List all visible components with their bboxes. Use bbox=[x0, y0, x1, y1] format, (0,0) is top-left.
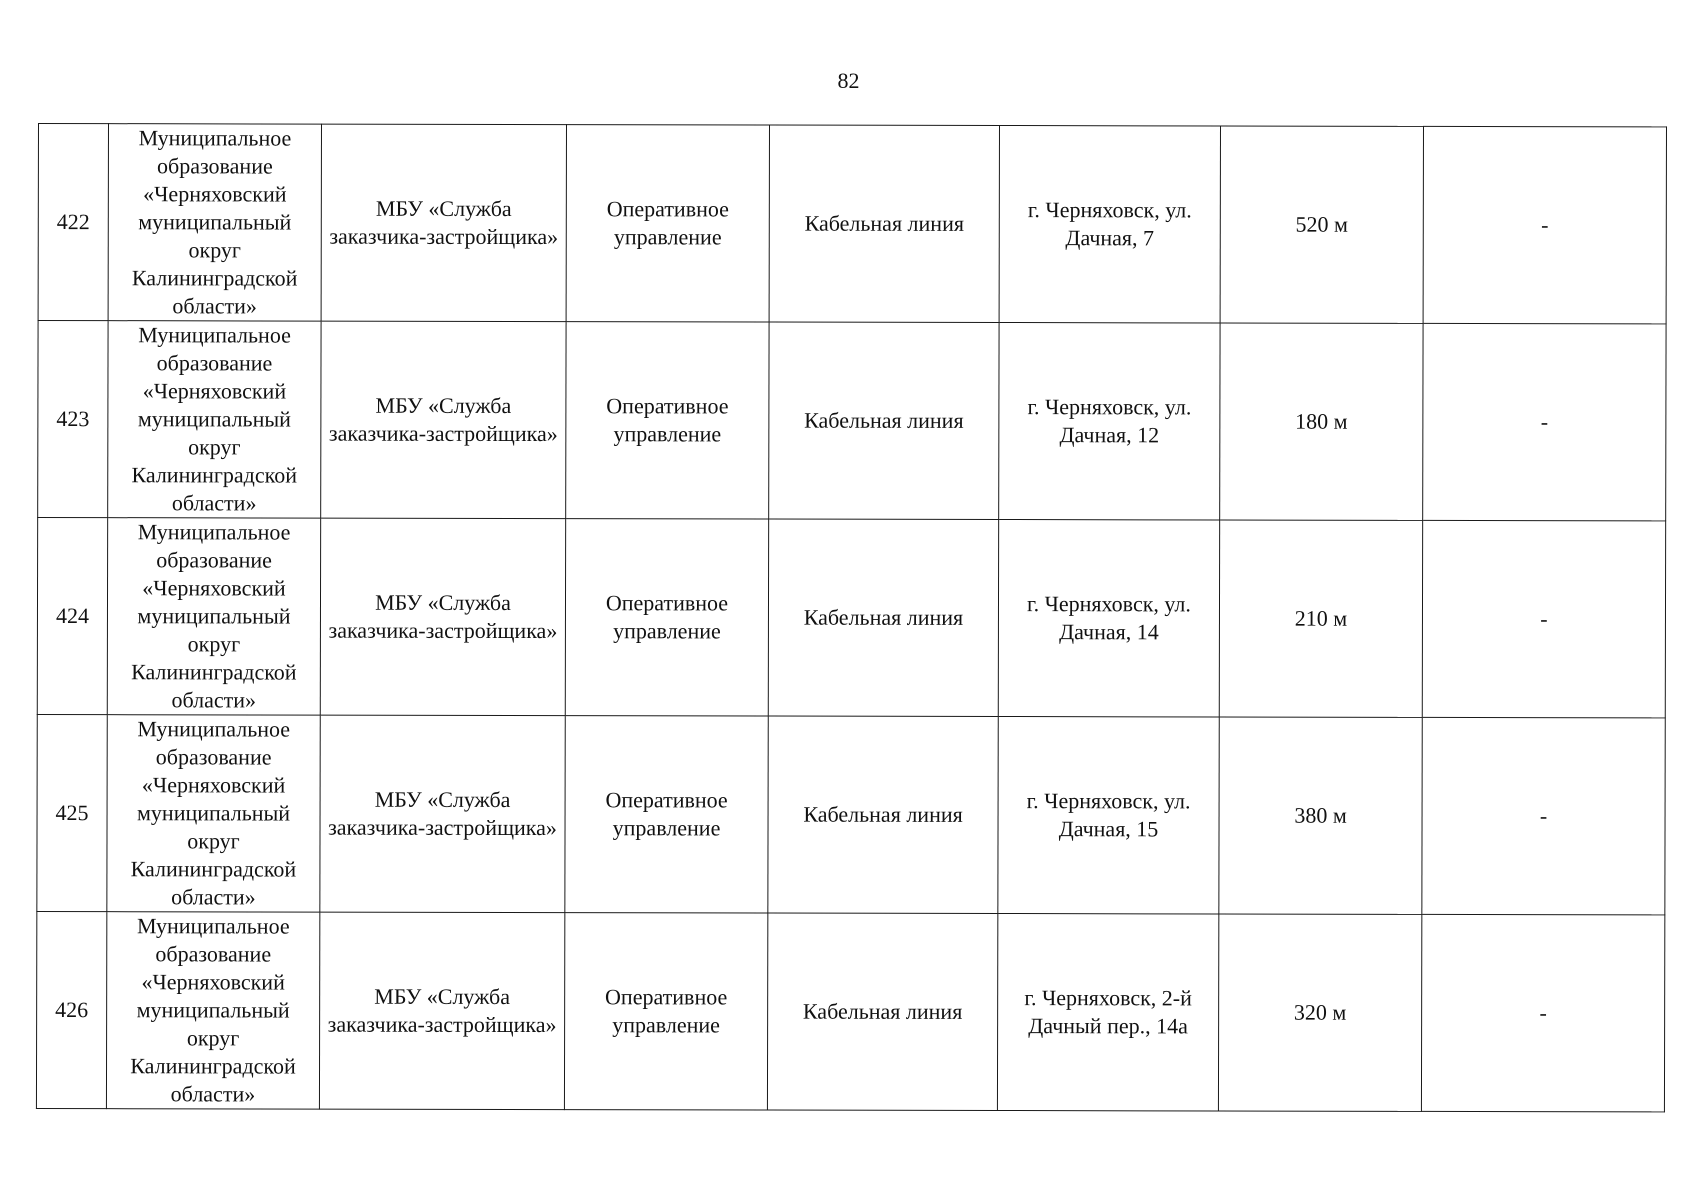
row-number: 424 bbox=[37, 518, 107, 715]
owner-cell: Муниципальное образование «Черняховский муниципальный округ Калининградской области» bbox=[108, 321, 321, 518]
address-cell: г. Черняховск, ул. Дачная, 7 bbox=[999, 126, 1220, 323]
table-row bbox=[38, 321, 1666, 521]
object-cell: Кабельная линия bbox=[769, 125, 999, 322]
address-cell: г. Черняховск, ул. Дачная, 12 bbox=[999, 323, 1220, 520]
holder-cell: МБУ «Служба заказчика-застройщика» bbox=[319, 912, 564, 1110]
right-type-cell: Оперативное управление bbox=[566, 322, 769, 519]
property-register-table bbox=[36, 123, 1667, 1112]
address-cell: г. Черняховск, ул. Дачная, 14 bbox=[998, 520, 1219, 717]
object-cell: Кабельная линия bbox=[769, 322, 999, 519]
right-type-cell: Оперативное управление bbox=[566, 125, 769, 322]
table-row bbox=[38, 124, 1666, 324]
owner-cell: Муниципальное образование «Черняховский муниципальный округ Калининградской области» bbox=[107, 715, 320, 912]
holder-cell: МБУ «Служба заказчика-застройщика» bbox=[321, 124, 566, 322]
length-cell: 210 м bbox=[1219, 520, 1422, 717]
owner-cell: Муниципальное образование «Черняховский муниципальный округ Калининградской области» bbox=[107, 518, 320, 715]
length-cell: 520 м bbox=[1220, 126, 1423, 323]
owner-cell: Муниципальное образование «Черняховский муниципальный округ Калининградской области» bbox=[108, 124, 321, 321]
right-type-cell: Оперативное управление bbox=[564, 913, 767, 1110]
table-row bbox=[37, 518, 1665, 718]
note-cell: - bbox=[1422, 520, 1665, 718]
page-number: 82 bbox=[837, 68, 860, 93]
length-cell: 320 м bbox=[1218, 914, 1421, 1111]
object-cell: Кабельная линия bbox=[767, 913, 997, 1110]
holder-cell: МБУ «Служба заказчика-застройщика» bbox=[320, 518, 565, 716]
row-number: 426 bbox=[36, 911, 106, 1108]
owner-cell: Муниципальное образование «Черняховский муниципальный округ Калининградской области» bbox=[106, 912, 319, 1109]
table-row bbox=[37, 714, 1665, 914]
table-row bbox=[36, 911, 1664, 1111]
note-cell: - bbox=[1421, 914, 1664, 1112]
note-cell: - bbox=[1422, 717, 1665, 915]
length-cell: 180 м bbox=[1220, 323, 1423, 520]
length-cell: 380 м bbox=[1219, 717, 1422, 914]
address-cell: г. Черняховск, ул. Дачная, 15 bbox=[998, 717, 1219, 914]
address-cell: г. Черняховск, 2-й Дачный пер., 14а bbox=[997, 914, 1218, 1111]
note-cell: - bbox=[1423, 323, 1666, 521]
object-cell: Кабельная линия bbox=[768, 716, 998, 913]
row-number: 423 bbox=[38, 321, 108, 518]
holder-cell: МБУ «Служба заказчика-застройщика» bbox=[320, 715, 565, 913]
right-type-cell: Оперативное управление bbox=[565, 716, 768, 913]
right-type-cell: Оперативное управление bbox=[565, 519, 768, 716]
row-number: 422 bbox=[38, 124, 108, 321]
object-cell: Кабельная линия bbox=[768, 519, 998, 716]
note-cell: - bbox=[1423, 126, 1666, 324]
row-number: 425 bbox=[37, 714, 107, 911]
holder-cell: МБУ «Служба заказчика-застройщика» bbox=[321, 321, 566, 519]
